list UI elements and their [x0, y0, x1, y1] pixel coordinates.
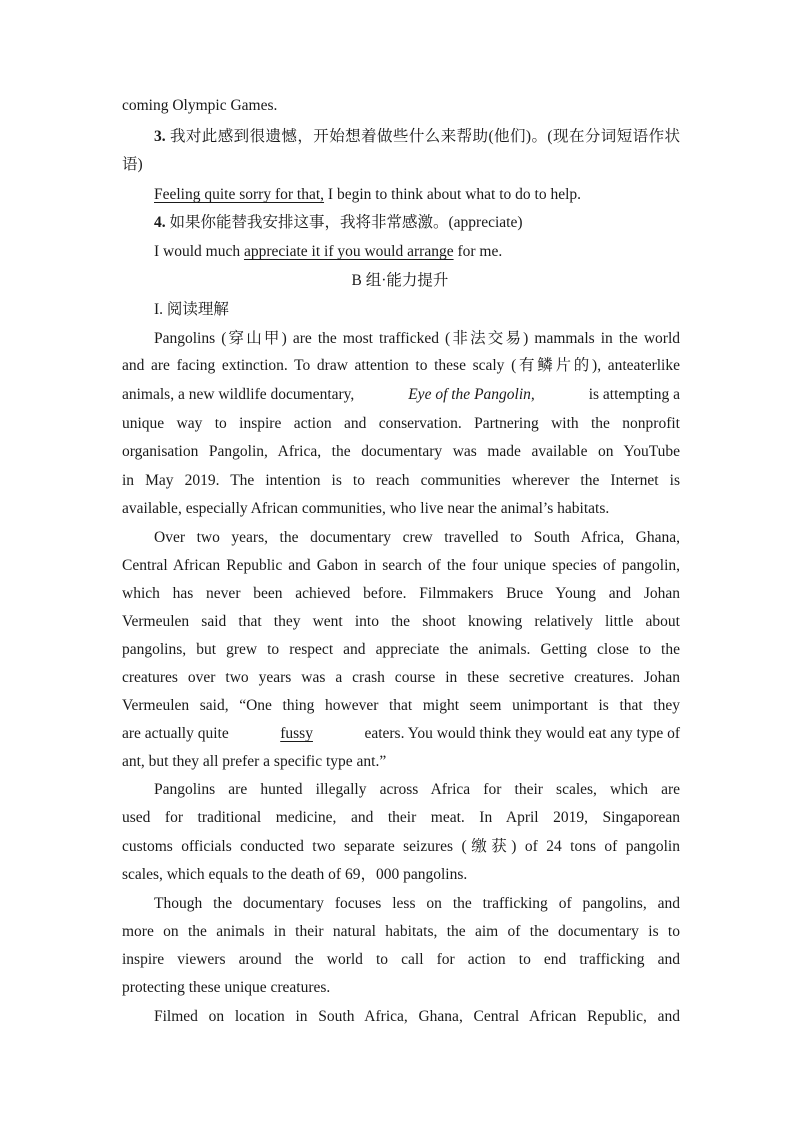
passage-line: more on the animals in their natural habitats, the aim of the documentary is to — [122, 923, 680, 940]
item-4-prompt — [154, 213, 523, 233]
passage-line: unique way to inspire action and conservation. Partnering with the nonprofit — [122, 415, 680, 432]
item-4-number: 4. — [154, 214, 166, 231]
passage-line: Though the documentary focuses less on the trafficking of pangolins, and — [154, 895, 680, 912]
passage-line: pangolins, but grew to respect and appreciate the animals. Getting close to the — [122, 641, 680, 658]
item-4-answer: appreciate it if you would arrange — [243, 243, 454, 260]
prev-sentence-tail: coming Olympic Games. — [122, 97, 278, 114]
item-4-answer-line — [154, 242, 502, 262]
item-3-number: 3. — [154, 128, 166, 145]
passage-line: protecting these unique creatures. — [122, 979, 331, 996]
passage-line: Over two years, the documentary crew travelled to South Africa, Ghana, — [154, 529, 680, 546]
item-3-answer-line — [154, 185, 581, 205]
item-4-chinese: 如果你能替我安排这事，我将非常感激。(appreciate) — [169, 214, 523, 231]
section-title: B 组·能力提升 — [351, 272, 449, 289]
passage-line: used for traditional medicine, and their meat. In April 2019, Singaporean — [122, 809, 680, 826]
passage-line: Vermeulen said, “One thing however that might seem unimportant is that they — [122, 697, 680, 714]
passage-line: Pangolins (穿山甲) are the most trafficked (非法交易) mammals in the world — [154, 330, 680, 347]
passage-line: in May 2019. The intention is to reach communities wherever the Internet is — [122, 472, 680, 489]
item-3-answer: Feeling quite sorry for that, — [154, 186, 325, 203]
passage-line: Central African Republic and Gabon in search of the four unique species of pangolin, — [122, 557, 680, 574]
passage-text: are actually quite — [122, 725, 229, 742]
passage-text: animals, a new wildlife documentary, — [122, 386, 355, 403]
passage-line: Filmed on location in South Africa, Ghana, Central African Republic, and — [154, 1008, 680, 1025]
passage-line: creatures over two years was a crash course in these secretive creatures. Johan — [122, 669, 680, 686]
item-4-post: for me. — [453, 243, 503, 260]
section-subtitle: I. 阅读理解 — [154, 301, 229, 318]
passage-line: Pangolins are hunted illegally across Africa for their scales, which are — [154, 781, 680, 798]
passage-line: scales, which equals to the death of 69，000 pangolins. — [122, 866, 468, 883]
passage-text: is attempting a — [588, 386, 680, 403]
passage-line: ant, but they all prefer a specific type ant.” — [122, 753, 387, 770]
item-3-answer-rest: I begin to think about what to do to help. — [324, 186, 582, 203]
passage-line: inspire viewers around the world to call for action to end trafficking and — [122, 951, 680, 968]
vocab-underlined-fussy: fussy — [280, 725, 313, 742]
passage-line — [122, 385, 680, 405]
item-4-pre: I would much — [154, 243, 244, 260]
item-3-chinese: 我对此感到很遗憾，开始想着做些什么来帮助(他们)。(现在分词短语作状 — [169, 128, 680, 145]
passage-line — [122, 724, 680, 744]
item-3-prompt-cont: 语) — [122, 156, 143, 173]
passage-line: Vermeulen said that they went into the shoot knowing relatively little about — [122, 613, 680, 630]
passage-line: customs officials conducted two separate seizures (缴获) of 24 tons of pangolin — [122, 838, 680, 855]
passage-line: and are facing extinction. To draw attention to these scaly (有鳞片的), anteaterlike — [122, 357, 680, 374]
passage-line: which has never been achieved before. Filmmakers Bruce Young and Johan — [122, 585, 680, 602]
passage-line: available, especially African communities, who live near the animal’s habitats. — [122, 500, 610, 517]
passage-line: organisation Pangolin, Africa, the documentary was made available on YouTube — [122, 443, 680, 460]
passage-text: eaters. You would think they would eat any type of — [364, 725, 680, 742]
documentary-title: Eye of the Pangolin, — [408, 386, 535, 403]
item-3-prompt — [154, 127, 680, 147]
